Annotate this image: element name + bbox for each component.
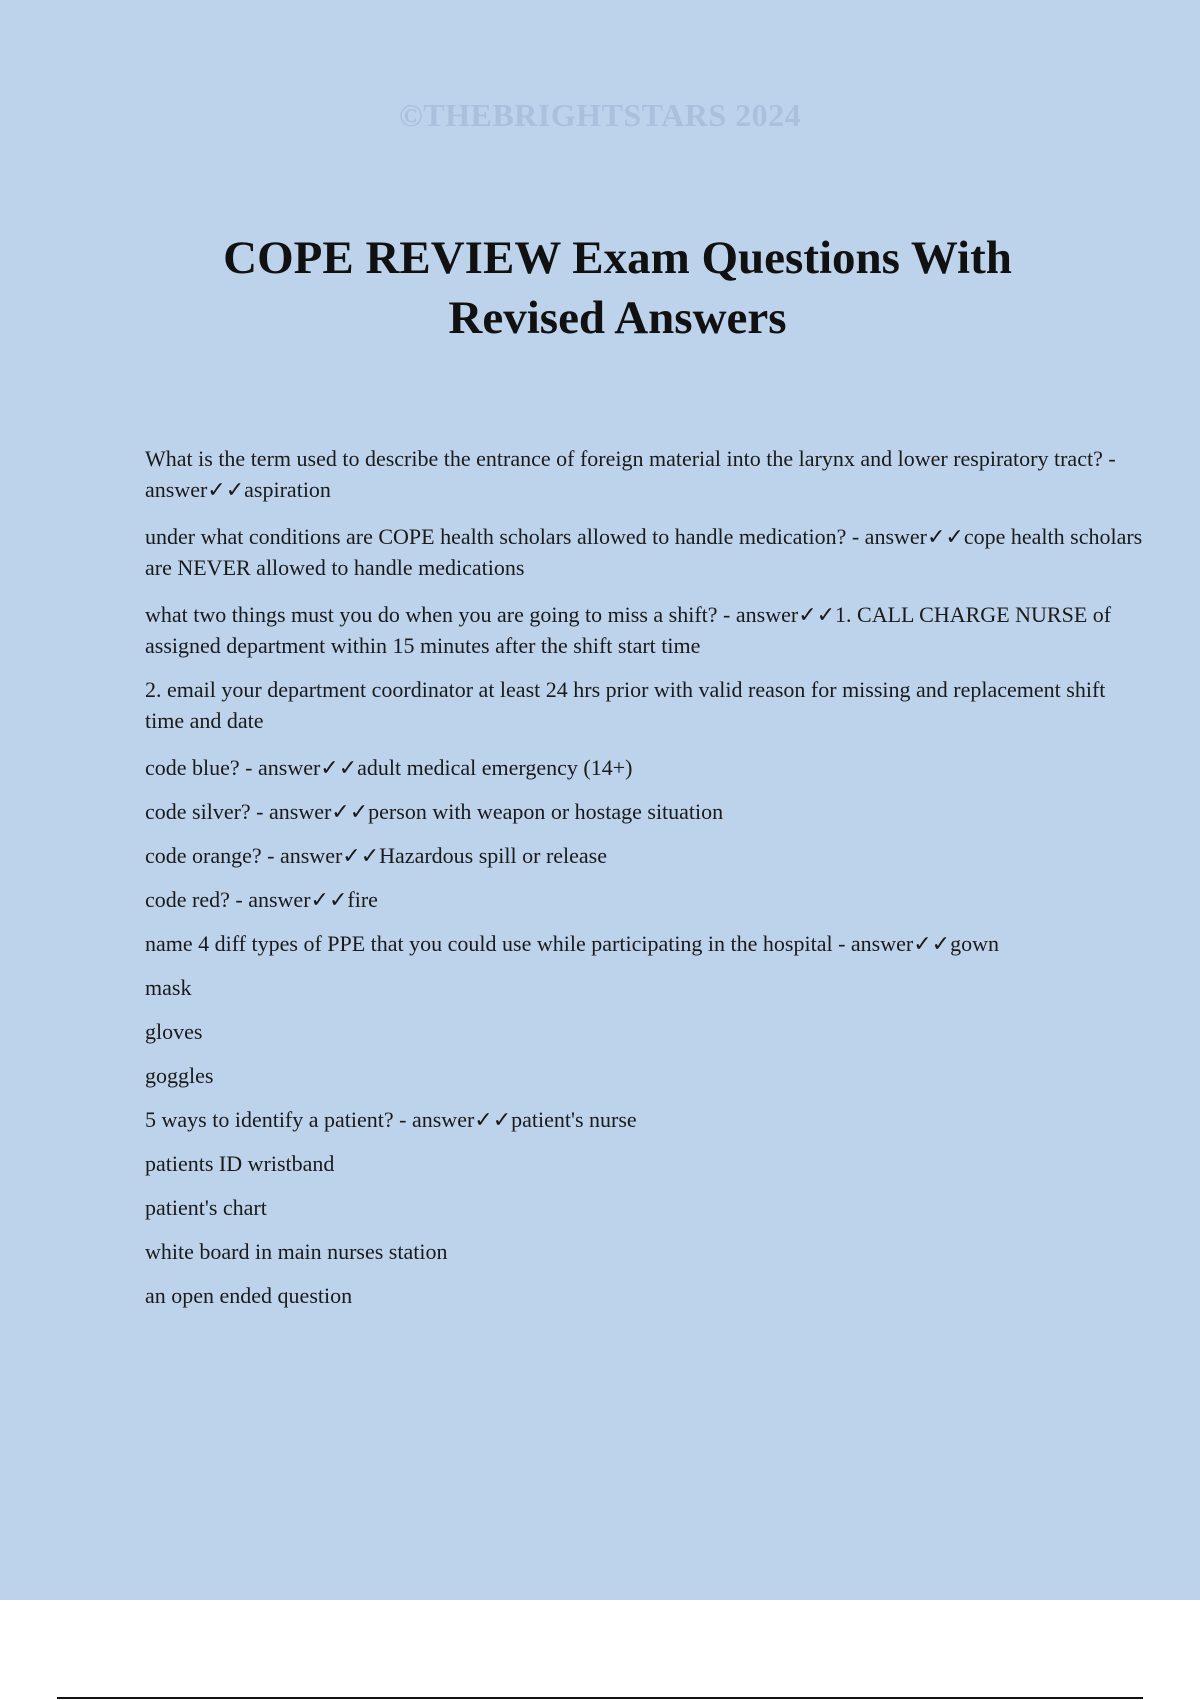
qa-entry: code orange? - answer✓✓Hazardous spill or release: [145, 843, 607, 868]
qa-entry: goggles: [145, 1063, 214, 1088]
qa-entry: name 4 diff types of PPE that you could use while participating in the hospital - answer✓✓gown: [145, 931, 999, 956]
qa-entry: patient's chart: [145, 1195, 267, 1220]
qa-entry: 5 ways to identify a patient? - answer✓✓patient's nurse: [145, 1107, 637, 1132]
qa-entry: 2. email your department coordinator at least 24 hrs prior with valid reason for missing and replacement shift time and date: [145, 677, 1106, 733]
qa-entry: what two things must you do when you are going to miss a shift? - answer✓✓1. CALL CHARGE NURSE of assigned department within 15 minutes after the shift start time: [145, 602, 1112, 658]
qa-entry: mask: [145, 975, 192, 1000]
qa-entry: gloves: [145, 1019, 203, 1044]
qa-entry: code blue? - answer✓✓adult medical emergency (14+): [145, 755, 633, 780]
qa-entry: under what conditions are COPE health scholars allowed to handle medication? - answer✓✓cope health scholars are NEVER allowed to handle medications: [145, 524, 1143, 580]
qa-entry: white board in main nurses station: [145, 1239, 448, 1264]
qa-entry: patients ID wristband: [145, 1151, 335, 1176]
qa-entry: code silver? - answer✓✓person with weapon or hostage situation: [145, 799, 724, 824]
document-title: COPE REVIEW Exam Questions With Revised Answers: [223, 232, 1012, 344]
qa-entry: code red? - answer✓✓fire: [145, 887, 378, 912]
qa-list: [145, 443, 1145, 1324]
copyright-watermark: ©THEBRIGHTSTARS 2024: [398, 97, 802, 133]
qa-entry: What is the term used to describe the entrance of foreign material into the larynx and lower respiratory tract? - answer✓✓aspiration: [145, 446, 1116, 502]
qa-entry: an open ended question: [145, 1283, 353, 1308]
footer-divider: [57, 1697, 1143, 1699]
